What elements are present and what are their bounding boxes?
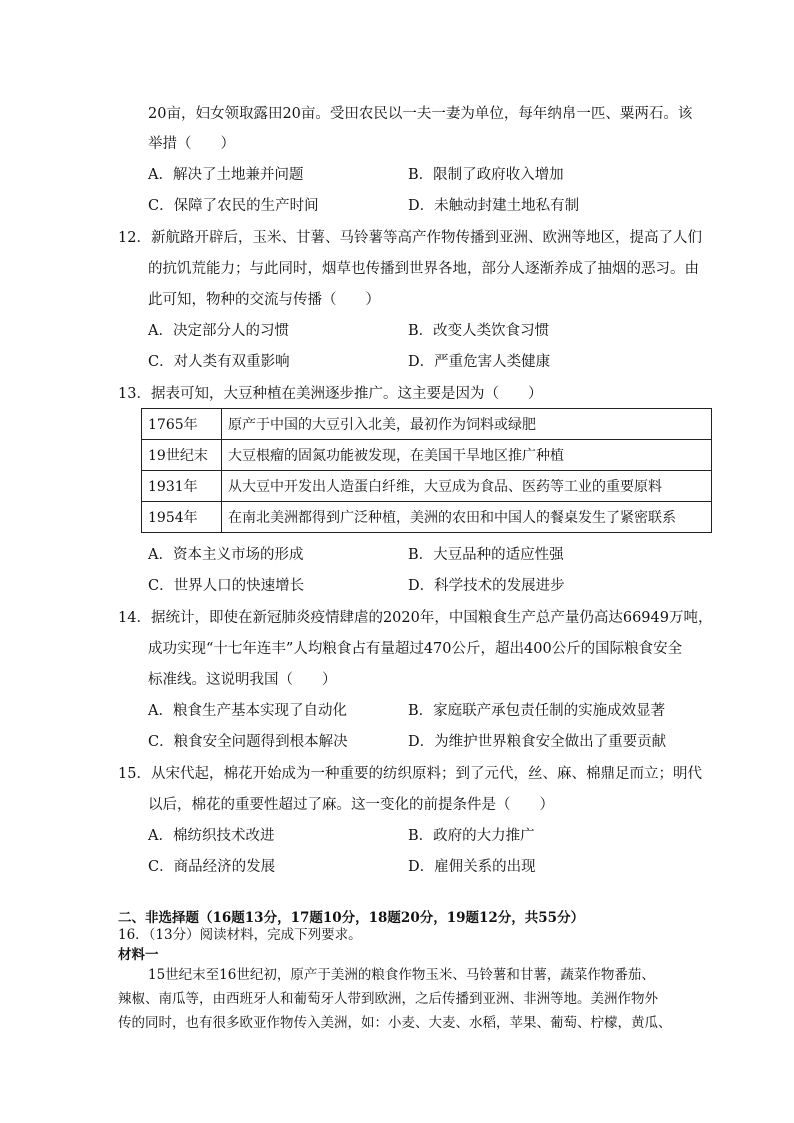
q15-option-d: D．雇佣关系的出现 <box>408 859 536 875</box>
table-cell-year: 1765年 <box>142 409 222 440</box>
q12-option-c: C．对人类有双重影响 <box>148 354 290 370</box>
table-cell-year: 19世纪末 <box>142 440 222 471</box>
q11-option-c: C．保障了农民的生产时间 <box>148 198 319 214</box>
material-line-1: 15世纪末至16世纪初，原产于美洲的粮食作物玉米、马铃薯和甘薯，蔬菜作物番茄、 <box>148 967 655 983</box>
q15-line-1: 15．从宋代起，棉花开始成为一种重要的纺织原料；到了元代，丝、麻、棉鼎足而立；明代 <box>118 766 702 782</box>
q13-option-a: A．资本主义市场的形成 <box>148 547 304 563</box>
q11-option-b: B．限制了政府收入增加 <box>408 167 564 183</box>
q12-line-2: 的抗饥荒能力；与此同时，烟草也传播到世界各地，部分人逐渐养成了抽烟的恶习。由 <box>148 261 699 277</box>
q13-line-1: 13．据表可知，大豆种植在美洲逐步推广。这主要是因为（ ） <box>118 386 543 402</box>
q11-option-a: A．解决了土地兼并问题 <box>148 167 304 183</box>
q14-line-2: 成功实现“十七年连丰”人均粮食占有量超过470公斤，超出400公斤的国际粮食安全 <box>148 641 683 657</box>
q12-line-3: 此可知，物种的交流与传播（ ） <box>148 292 380 308</box>
table-row <box>142 502 712 533</box>
material-line-2: 辣椒、南瓜等，由西班牙人和葡萄牙人带到欧洲，之后传播到亚洲、非洲等地。美洲作物外 <box>118 991 658 1007</box>
q13-option-d: D．科学技术的发展进步 <box>408 578 565 594</box>
q12-line-1: 12．新航路开辟后，玉米、甘薯、马铃薯等高产作物传播到亚洲、欧洲等地区，提高了人们 <box>118 230 702 246</box>
table-row <box>142 409 712 440</box>
table-row <box>142 471 712 502</box>
q13-option-c: C．世界人口的快速增长 <box>148 578 305 594</box>
q11-option-d: D．未触动封建土地私有制 <box>408 198 580 214</box>
table-cell-text: 原产于中国的大豆引入北美，最初作为饲料或绿肥 <box>222 409 712 440</box>
table-cell-text: 从大豆中开发出人造蛋白纤维，大豆成为食品、医药等工业的重要原料 <box>222 471 712 502</box>
q15-option-a: A．棉纺织技术改进 <box>148 828 275 844</box>
q16-prompt: 16．（13分）阅读材料，完成下列要求。 <box>118 927 362 943</box>
q11-line-2: 举措（ ） <box>148 136 235 152</box>
q13-option-b: B．大豆品种的适应性强 <box>408 547 564 563</box>
table-cell-text: 大豆根瘤的固氮功能被发现，在美国干旱地区推广种植 <box>222 440 712 471</box>
q11-line-1: 20亩，妇女领取露田20亩。受田农民以一夫一妻为单位，每年纳帛一匹、粟两石。该 <box>148 106 693 122</box>
material-label: 材料一 <box>118 947 159 963</box>
q15-line-2: 以后，棉花的重要性超过了麻。这一变化的前提条件是（ ） <box>148 797 554 813</box>
table-cell-year: 1931年 <box>142 471 222 502</box>
section-heading: 二、非选择题（16题13分，17题10分，18题20分，19题12分，共55分） <box>118 910 585 926</box>
material-line-3: 传的同时，也有很多欧亚作物传入美洲，如：小麦、大麦、水稻，苹果、葡萄、柠檬，黄瓜、 <box>118 1015 672 1031</box>
q14-line-3: 标准线。这说明我国（ ） <box>148 672 337 688</box>
table-cell-text: 在南北美洲都得到广泛种植，美洲的农田和中国人的餐桌发生了紧密联系 <box>222 502 712 533</box>
table-row <box>142 440 712 471</box>
soybean-table <box>141 408 712 533</box>
table-cell-year: 1954年 <box>142 502 222 533</box>
q12-option-a: A．决定部分人的习惯 <box>148 323 289 339</box>
q14-option-c: C．粮食安全问题得到根本解决 <box>148 734 348 750</box>
q14-option-b: B．家庭联产承包责任制的实施成效显著 <box>408 703 666 719</box>
q14-line-1: 14．据统计，即使在新冠肺炎疫情肆虐的2020年，中国粮食生产总产量仍高达66949万吨， <box>118 610 713 626</box>
q14-option-a: A．粮食生产基本实现了自动化 <box>148 703 347 719</box>
q15-option-c: C．商品经济的发展 <box>148 859 276 875</box>
q15-option-b: B．政府的大力推广 <box>408 828 535 844</box>
q14-option-d: D．为维护世界粮食安全做出了重要贡献 <box>408 734 667 750</box>
q12-option-b: B．改变人类饮食习惯 <box>408 323 550 339</box>
q12-option-d: D．严重危害人类健康 <box>408 354 551 370</box>
